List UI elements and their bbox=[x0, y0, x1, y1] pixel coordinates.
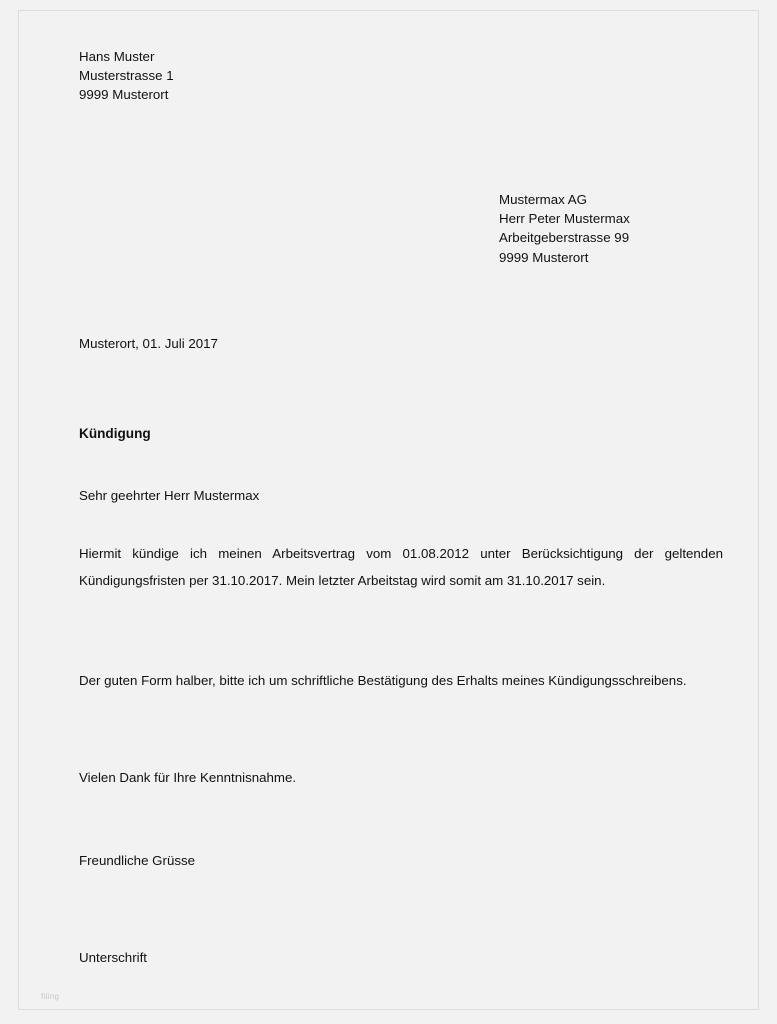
recipient-line-3: Arbeitgeberstrasse 99 bbox=[499, 230, 630, 246]
recipient-line-4: 9999 Musterort bbox=[499, 249, 589, 265]
recipient-address-block bbox=[499, 190, 777, 267]
recipient-line-1: Mustermax AG bbox=[499, 192, 587, 207]
recipient-line-2: Herr Peter Mustermax bbox=[499, 211, 630, 227]
sender-address-block bbox=[79, 47, 479, 105]
signature-label: Unterschrift bbox=[79, 950, 147, 965]
sender-line-3: 9999 Musterort bbox=[79, 87, 169, 103]
watermark-text: filing bbox=[41, 992, 60, 1001]
salutation: Sehr geehrter Herr Mustermax bbox=[79, 488, 260, 503]
body-paragraph-3: Vielen Dank für Ihre Kenntnisnahme. bbox=[79, 770, 297, 785]
letter-subject: Kündigung bbox=[79, 426, 151, 441]
letter-sheet bbox=[18, 10, 759, 1010]
sender-line-2: Musterstrasse 1 bbox=[79, 68, 174, 84]
place-and-date: Musterort, 01. Juli 2017 bbox=[79, 336, 218, 351]
body-paragraph-1: Hiermit kündige ich meinen Arbeitsvertrag vom 01.08.2012 unter Berücksichtigung der geltenden Kündigungsfristen per 31.10.2017. Mein letzter Arbeitstag wird somit am 31.10.2017 sein. bbox=[79, 546, 723, 588]
closing-greeting: Freundliche Grüsse bbox=[79, 853, 196, 868]
body-paragraph-2: Der guten Form halber, bitte ich um schriftliche Bestätigung des Erhalts meines Kündigungsschreibens. bbox=[79, 673, 687, 688]
sender-line-1: Hans Muster bbox=[79, 49, 155, 64]
